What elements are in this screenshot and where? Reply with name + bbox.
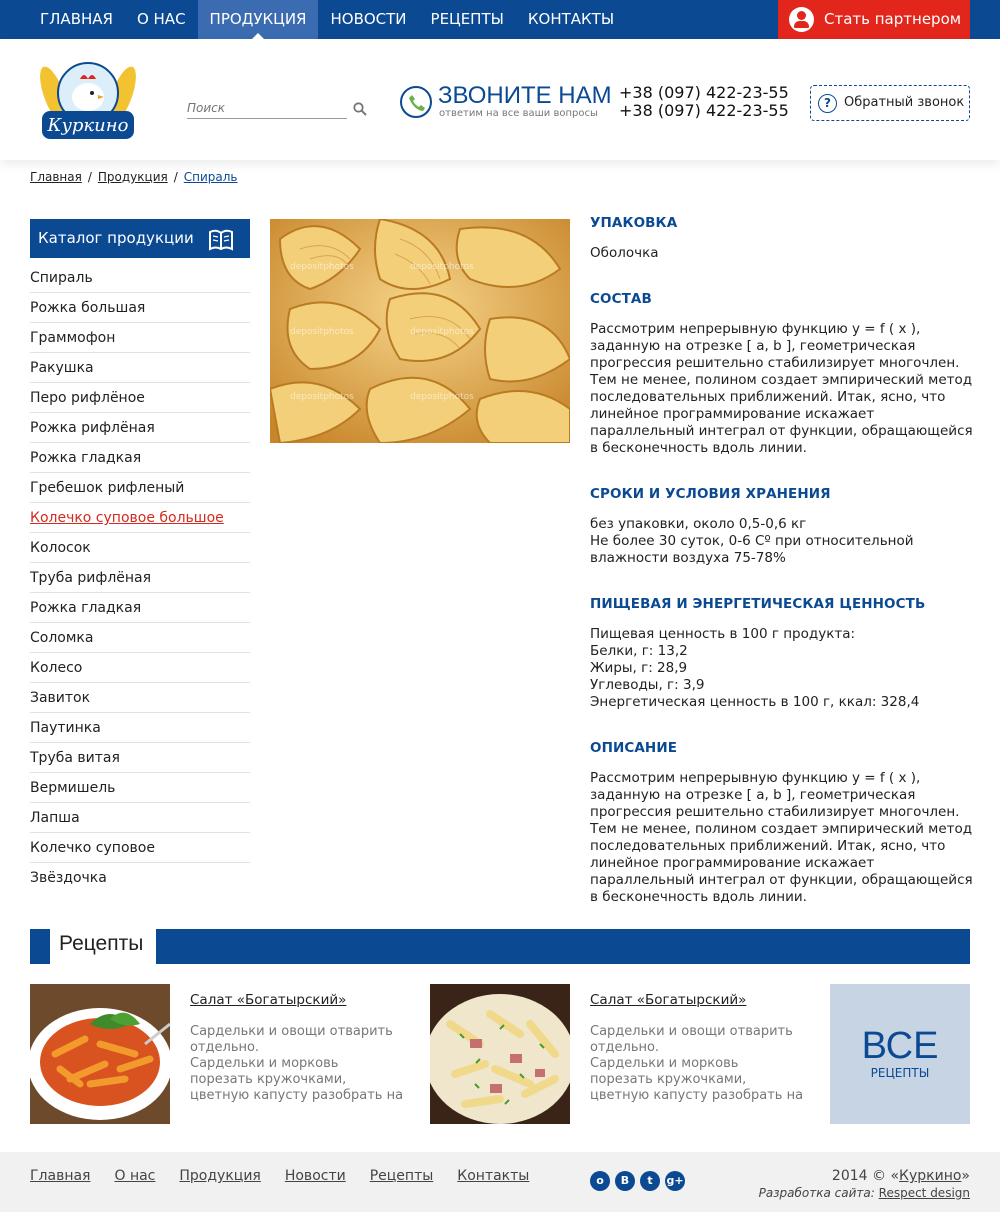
breadcrumb-separator: / bbox=[173, 170, 178, 184]
watermark-5: depositphotos bbox=[290, 392, 354, 402]
catalog-item[interactable]: Ракушка bbox=[30, 353, 250, 383]
vkontakte-icon[interactable]: B bbox=[615, 1171, 635, 1191]
copyright bbox=[832, 1168, 970, 1184]
callback-label: Обратный звонок bbox=[844, 95, 965, 110]
main-nav bbox=[28, 0, 626, 39]
watermark-4: depositphotos bbox=[410, 327, 474, 337]
partner-user-icon bbox=[789, 7, 814, 32]
all-recipes-big-label: ВСЕ bbox=[861, 1025, 939, 1067]
become-partner-label: Стать партнером bbox=[824, 10, 962, 28]
nav-item-1[interactable]: ГЛАВНАЯ bbox=[40, 10, 113, 28]
catalog-item[interactable]: Паутинка bbox=[30, 713, 250, 743]
question-icon: ? bbox=[818, 94, 837, 113]
book-icon bbox=[208, 227, 234, 249]
product-section-title: СОСТАВ bbox=[590, 291, 652, 307]
product-section-2 bbox=[590, 291, 975, 457]
breadcrumb-item-3[interactable]: Спираль bbox=[183, 170, 238, 184]
footer-nav-item-5[interactable]: Рецепты bbox=[369, 1168, 434, 1184]
copyright-suffix: » bbox=[961, 1168, 970, 1184]
catalog-item[interactable]: Спираль bbox=[30, 263, 250, 293]
product-section-title: ПИЩЕВАЯ И ЭНЕРГЕТИЧЕСКАЯ ЦЕННОСТЬ bbox=[590, 596, 926, 612]
product-section-title: УПАКОВКА bbox=[590, 215, 678, 231]
footer-nav bbox=[30, 1168, 529, 1184]
recipe-card-2 bbox=[430, 984, 820, 1124]
catalog-item[interactable]: Лапша bbox=[30, 803, 250, 833]
product-section-title: СРОКИ И УСЛОВИЯ ХРАНЕНИЯ bbox=[590, 486, 831, 502]
recipe-card-1 bbox=[30, 984, 420, 1124]
copyright-brand-link[interactable]: Куркино bbox=[899, 1168, 962, 1184]
catalog-item[interactable]: Труба витая bbox=[30, 743, 250, 773]
footer-nav-item-4[interactable]: Новости bbox=[284, 1168, 346, 1184]
nav-item-6[interactable]: КОНТАКТЫ bbox=[527, 10, 615, 28]
copyright-prefix: 2014 © « bbox=[831, 1168, 900, 1184]
product-section-text: Пищевая ценность в 100 г продукта: Белки, г: 13,2 Жиры, г: 28,9 Углеводы, г: 3,9 Энергетическая ценность в 100 г, ккал: 328,4 bbox=[590, 626, 920, 710]
developer-credit bbox=[759, 1186, 970, 1200]
product-section-text: Оболочка bbox=[590, 245, 659, 261]
catalog-item[interactable]: Труба рифлёная bbox=[30, 563, 250, 593]
catalog-list bbox=[30, 263, 250, 893]
catalog-item[interactable]: Граммофон bbox=[30, 323, 250, 353]
product-section-title: ОПИСАНИЕ bbox=[590, 740, 678, 756]
product-section-3 bbox=[590, 486, 975, 567]
catalog-header bbox=[30, 219, 250, 258]
nav-item-5[interactable]: РЕЦЕПТЫ bbox=[430, 10, 504, 28]
catalog-item[interactable]: Рожка рифлёная bbox=[30, 413, 250, 443]
watermark-2: depositphotos bbox=[410, 262, 474, 272]
search-icon[interactable] bbox=[353, 101, 367, 115]
phone-icon bbox=[400, 86, 432, 118]
watermark-3: depositphotos bbox=[290, 327, 354, 337]
recipe-desc-2: Сардельки и овощи отварить отдельно. Сардельки и морковь порезать кружочками, цветную капусту разобрать на bbox=[590, 1024, 804, 1103]
catalog-item[interactable]: Рожка гладкая bbox=[30, 593, 250, 623]
catalog-item[interactable]: Колесо bbox=[30, 653, 250, 683]
phone-number-2[interactable]: +38 (097) 422-23-55 bbox=[619, 101, 789, 120]
nav-item-4[interactable]: НОВОСТИ bbox=[330, 10, 407, 28]
phone-numbers bbox=[619, 84, 789, 120]
recipe-image-2[interactable] bbox=[430, 984, 570, 1124]
catalog-item[interactable]: Рожка гладкая bbox=[30, 443, 250, 473]
product-section-text: без упаковки, около 0,5-0,6 кг Не более 30 суток, 0-6 Cº при относительной влажности воздуха 75-78% bbox=[590, 516, 914, 566]
product-details bbox=[590, 215, 975, 906]
catalog-item[interactable]: Колечко суповое большое bbox=[30, 503, 250, 533]
call-us-title: ЗВОНИТЕ НАМ bbox=[438, 82, 612, 109]
catalog-item[interactable]: Вермишель bbox=[30, 773, 250, 803]
callback-button[interactable] bbox=[810, 85, 970, 121]
nav-item-3[interactable]: ПРОДУКЦИЯ bbox=[198, 0, 319, 39]
recipe-title-1[interactable]: Салат «Богатырский» bbox=[190, 992, 347, 1008]
logo-wordmark: Куркино bbox=[47, 115, 129, 136]
breadcrumb-item-1[interactable]: Главная bbox=[30, 170, 82, 184]
product-section-text: Рассмотрим непрерывную функцию y = f ( x ), заданную на отрезке [ a, b ], геометрическая прогрессия решительно стабилизирует многочлен. Тем не менее, полином создает эмпирический метод последовательных приближений. Итак, ясно, что линейное программирование искажает параллельный интеграл от функции, обращающейся в бесконечность вдоль линии. bbox=[590, 321, 973, 456]
watermark-1: depositphotos bbox=[290, 262, 354, 272]
site-footer bbox=[0, 1152, 1000, 1212]
recipe-title-2[interactable]: Салат «Богатырский» bbox=[590, 992, 747, 1008]
catalog-item[interactable]: Колосок bbox=[30, 533, 250, 563]
footer-nav-item-3[interactable]: Продукция bbox=[179, 1168, 261, 1184]
product-section-5 bbox=[590, 740, 975, 906]
kurkino-logo[interactable] bbox=[36, 53, 140, 145]
product-section-1 bbox=[590, 215, 975, 262]
top-navbar bbox=[0, 0, 1000, 39]
product-section-text: Рассмотрим непрерывную функцию y = f ( x ), заданную на отрезке [ a, b ], геометрическая прогрессия решительно стабилизирует многочлен. Тем не менее, полином создает эмпирический метод последовательных приближений. Итак, ясно, что линейное программирование искажает параллельный интеграл от функции, обращающейся в бесконечность вдоль линии. bbox=[590, 770, 973, 905]
catalog-item[interactable]: Звёздочка bbox=[30, 870, 107, 886]
recipe-desc-1: Сардельки и овощи отварить отдельно. Сардельки и морковь порезать кружочками, цветную капусту разобрать на bbox=[190, 1024, 404, 1103]
breadcrumb bbox=[30, 170, 238, 184]
phone-number-1[interactable]: +38 (097) 422-23-55 bbox=[619, 83, 789, 102]
catalog-item[interactable]: Перо рифлёное bbox=[30, 383, 250, 413]
search-box bbox=[187, 97, 370, 117]
developer-label: Разработка сайта: bbox=[758, 1186, 875, 1200]
call-us-subtitle: ответим на все ваши вопросы bbox=[439, 108, 598, 119]
product-image bbox=[270, 219, 570, 443]
become-partner-button[interactable] bbox=[778, 0, 970, 39]
search-input[interactable] bbox=[187, 99, 347, 119]
breadcrumb-separator: / bbox=[87, 170, 92, 184]
twitter-icon[interactable]: t bbox=[640, 1171, 660, 1191]
all-recipes-button[interactable] bbox=[830, 984, 970, 1124]
breadcrumb-item-2[interactable]: Продукция bbox=[97, 170, 168, 184]
catalog-item[interactable]: Колечко суповое bbox=[30, 833, 250, 863]
footer-nav-item-1[interactable]: Главная bbox=[30, 1168, 91, 1184]
footer-nav-item-2[interactable]: О нас bbox=[114, 1168, 156, 1184]
nav-item-2[interactable]: О НАС bbox=[136, 10, 186, 28]
catalog-item[interactable]: Рожка большая bbox=[30, 293, 250, 323]
watermark-6: depositphotos bbox=[410, 392, 474, 402]
google-plus-icon[interactable]: g+ bbox=[665, 1171, 685, 1191]
product-section-4 bbox=[590, 596, 975, 711]
site-header bbox=[0, 39, 1000, 160]
social-links bbox=[590, 1171, 685, 1191]
catalog-item[interactable]: Соломка bbox=[30, 623, 250, 653]
all-recipes-small-label: РЕЦЕПТЫ bbox=[870, 1066, 930, 1080]
catalog-title: Каталог продукции bbox=[38, 229, 194, 247]
catalog-item[interactable]: Гребешок рифленый bbox=[30, 473, 250, 503]
footer-nav-item-6[interactable]: Контакты bbox=[457, 1168, 530, 1184]
recipes-title: Рецепты bbox=[50, 929, 156, 964]
catalog-item[interactable]: Завиток bbox=[30, 683, 250, 713]
developer-link[interactable]: Respect design bbox=[878, 1186, 970, 1200]
recipes-header bbox=[30, 929, 970, 964]
odnoklassniki-icon[interactable]: o bbox=[590, 1171, 610, 1191]
recipe-image-1[interactable] bbox=[30, 984, 170, 1124]
